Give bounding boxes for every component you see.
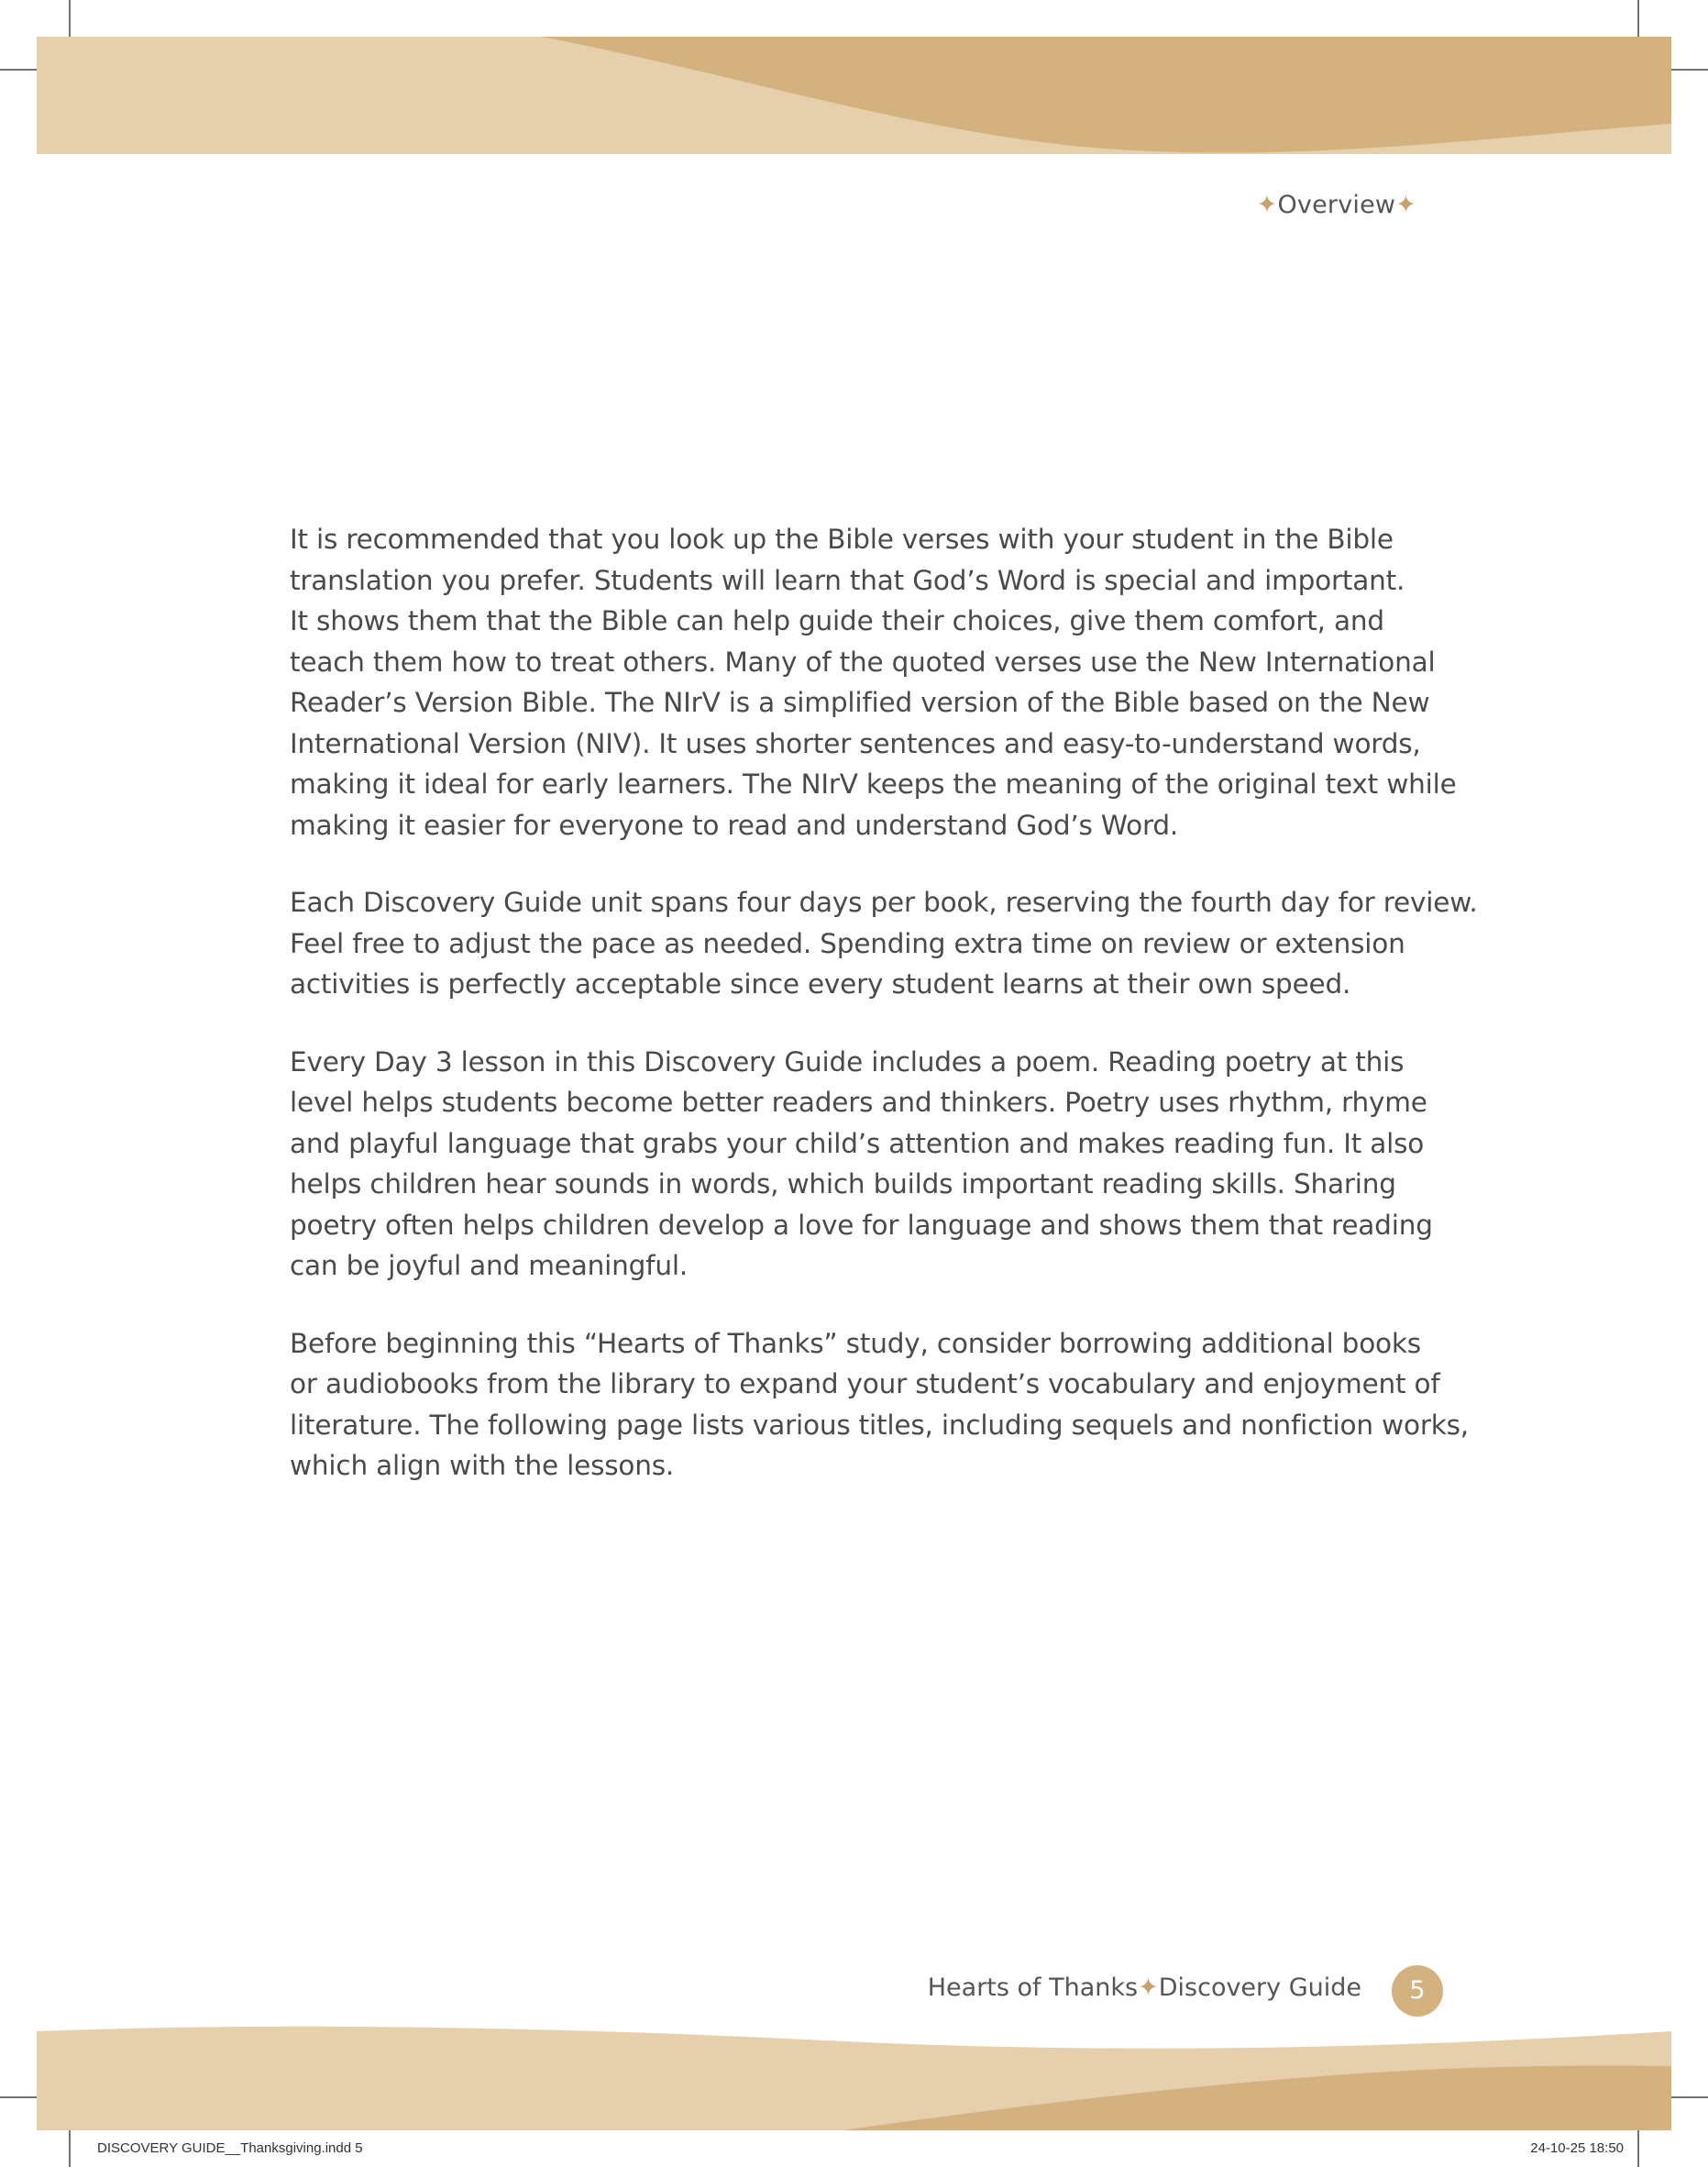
- text-line: It is recommended that you look up the Bible verses with your student in the Bible: [290, 524, 1394, 555]
- text-line: or audiobooks from the library to expand your student’s vocabulary and enjoyment of: [290, 1368, 1440, 1399]
- top-wave-band: [37, 37, 1671, 154]
- text-line: literature. The following page lists various titles, including sequels and nonfiction works,: [290, 1409, 1469, 1441]
- text-line: teach them how to treat others. Many of the quoted verses use the New International: [290, 646, 1436, 678]
- paragraph: [290, 882, 1478, 1005]
- page-number-badge: 5: [1392, 1965, 1443, 2017]
- star-icon: ✦: [1395, 191, 1416, 219]
- star-icon: ✦: [1256, 191, 1278, 219]
- guide-title: Discovery Guide: [1158, 1974, 1361, 2002]
- book-title: Hearts of Thanks: [927, 1974, 1139, 2002]
- footer-title: [880, 1974, 1361, 2002]
- paragraph: [290, 1323, 1469, 1487]
- slug-timestamp: 24-10-25 18:50: [1530, 2140, 1624, 2156]
- text-line: translation you prefer. Students will learn that God’s Word is special and important.: [290, 564, 1405, 596]
- text-line: Each Discovery Guide unit spans four days per book, reserving the fourth day for review.: [290, 887, 1478, 918]
- slug-filename: DISCOVERY GUIDE__Thanksgiving.indd 5: [97, 2140, 363, 2156]
- paragraph: [290, 519, 1457, 846]
- text-line: activities is perfectly acceptable since every student learns at their own speed.: [290, 968, 1351, 1000]
- bottom-wave-band: [37, 2027, 1671, 2130]
- text-line: poetry often helps children develop a love for language and shows them that reading: [290, 1209, 1433, 1241]
- text-line: which align with the lessons.: [290, 1450, 675, 1481]
- text-line: level helps students become better readers and thinkers. Poetry uses rhythm, rhyme: [290, 1087, 1427, 1118]
- text-line: helps children hear sounds in words, which builds important reading skills. Sharing: [290, 1168, 1396, 1200]
- section-title: Overview: [1277, 191, 1396, 219]
- star-icon: ✦: [1138, 1974, 1159, 2002]
- text-line: making it easier for everyone to read and understand God’s Word.: [290, 809, 1179, 841]
- text-line: Feel free to adjust the pace as needed. Spending extra time on review or extension: [290, 927, 1405, 959]
- section-header: [1100, 191, 1416, 219]
- text-line: It shows them that the Bible can help guide their choices, give them comfort, and: [290, 605, 1384, 636]
- text-line: International Version (NIV). It uses shorter sentences and easy-to-understand words,: [290, 727, 1421, 759]
- text-line: making it ideal for early learners. The NIrV keeps the meaning of the original text while: [290, 768, 1457, 800]
- text-line: and playful language that grabs your child’s attention and makes reading fun. It also: [290, 1127, 1425, 1159]
- text-line: Reader’s Version Bible. The NIrV is a simplified version of the Bible based on the New: [290, 687, 1430, 718]
- text-line: Every Day 3 lesson in this Discovery Guide includes a poem. Reading poetry at this: [290, 1045, 1405, 1078]
- body-text: [290, 519, 1478, 1523]
- text-line: Before beginning this “Hearts of Thanks” study, consider borrowing additional books: [290, 1327, 1421, 1359]
- paragraph: [290, 1042, 1445, 1287]
- text-line: can be joyful and meaningful.: [290, 1250, 688, 1281]
